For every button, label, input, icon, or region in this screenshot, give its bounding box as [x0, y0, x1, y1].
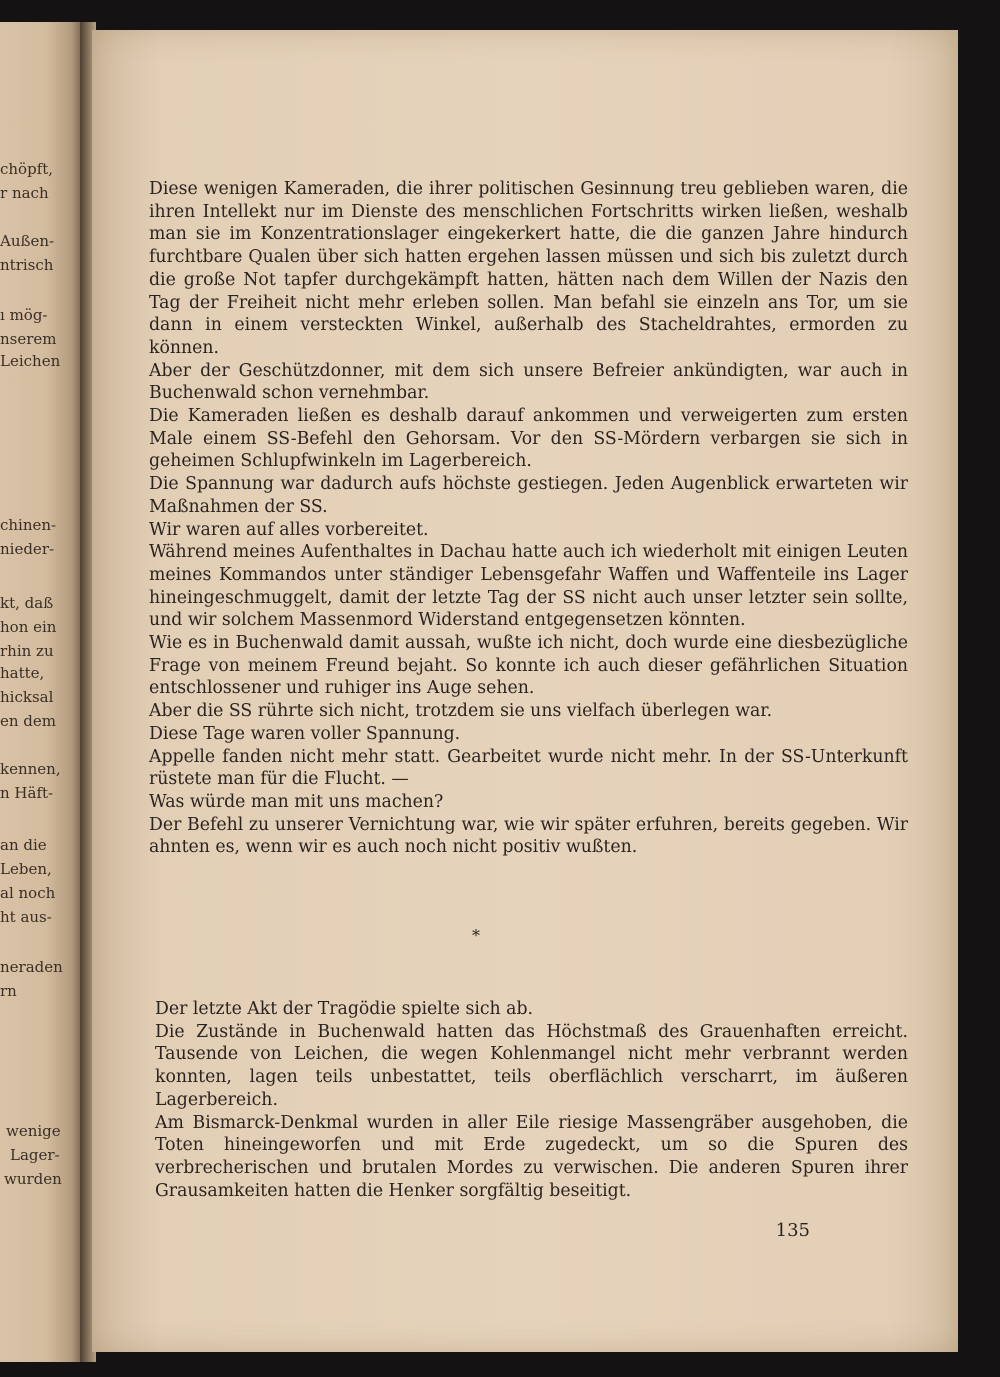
left-fragment: hatte, — [0, 664, 45, 682]
paragraph: Wir waren auf alles vorbereitet. — [149, 519, 429, 540]
left-fragment: Lager- — [10, 1146, 60, 1164]
section-separator: * — [472, 926, 480, 945]
left-fragment: nserem — [0, 330, 57, 348]
left-fragment: kennen, — [0, 760, 61, 778]
left-fragment: Außen- — [0, 232, 55, 250]
paragraph: Was würde man mit uns machen? — [149, 791, 444, 812]
paragraph: Wie es in Buchenwald damit aussah, wußte ich nicht, doch wurde eine diesbezügliche Frage von meinem Freund bejaht. So konnte ich auch dieser gefährlichen Situation entschlossener und ruhiger ins Auge sehen. — [149, 633, 908, 699]
left-fragment: wurden — [4, 1170, 62, 1188]
left-fragment: ht aus- — [0, 908, 52, 926]
paragraph: Diese wenigen Kameraden, die ihrer politischen Gesinnung treu geblieben waren, die ihren Intellekt nur im Dienste des menschlichen Fortschritts wirken ließen, weshalb man sie im Konzentrationslager eingekerkert hatte, die die ganzen Jahre hindurch furchtbare Qualen über sich hatten ergehen lassen müssen und sich bis zuletzt durch die große Not tapfer durchgekämpft hatten, hätten nach dem Willen der Nazis den Tag der Freiheit nicht mehr erleben sollen. Man befahl sie einzeln ans Tor, um sie dann in einem versteckten Winkel, außerhalb des Stacheldrahtes, ermorden zu können. — [149, 179, 908, 358]
paragraph: Aber die SS rührte sich nicht, trotzdem sie uns vielfach überlegen war. — [149, 701, 773, 722]
left-fragment: hon ein — [0, 618, 57, 636]
left-fragment: rhin zu — [0, 642, 54, 660]
left-page-edge — [0, 22, 84, 1362]
left-fragment: al noch — [0, 884, 56, 902]
paragraph: Die Kameraden ließen es deshalb darauf ankommen und verweigerten zum ersten Male einem SS-Befehl den Gehorsam. Vor den SS-Mördern verbargen sie sich in geheimen Schlupfwinkeln im Lagerbereich. — [149, 406, 908, 472]
paragraph: Die Spannung war dadurch aufs höchste gestiegen. Jeden Augenblick erwarteten wir Maßnahmen der SS. — [149, 474, 908, 517]
left-fragment: neraden — [0, 958, 63, 976]
left-fragment: wenige — [6, 1122, 61, 1140]
book-page — [92, 30, 958, 1352]
left-fragment: kt, daß — [0, 594, 54, 612]
left-fragment: ntrisch — [0, 256, 54, 274]
left-fragment: nieder- — [0, 540, 55, 558]
left-fragment: en dem — [0, 712, 57, 730]
left-fragment: an die — [0, 836, 47, 854]
paragraph: Aber der Geschützdonner, mit dem sich unsere Befreier ankündigten, war auch in Buchenwald schon vernehmbar. — [149, 360, 908, 404]
paragraph: Der letzte Akt der Tragödie spielte sich ab. — [155, 999, 534, 1019]
main-text-top — [149, 178, 908, 859]
left-fragment: hicksal — [0, 688, 54, 706]
left-fragment: chinen- — [0, 516, 57, 534]
page-number: 135 — [775, 1220, 810, 1241]
paragraph: Diese Tage waren voller Spannung. — [149, 723, 461, 744]
left-fragment: chöpft, — [0, 160, 54, 178]
main-text-bottom — [155, 998, 908, 1202]
left-fragment: r nach — [0, 184, 49, 202]
paragraph: Der Befehl zu unserer Vernichtung war, wie wir später erfuhren, bereits gegeben. Wir ahnten es, wenn wir es auch noch nicht positiv wußten. — [149, 814, 908, 858]
paragraph: Die Zustände in Buchenwald hatten das Höchstmaß des Grauenhaften erreicht. Tausende von Leichen, die wegen Kohlenmangel nicht mehr verbrannt werden konnten, lagen teils unbestattet, teils oberflächlich verscharrt, im äußeren Lagerbereich. — [155, 1021, 908, 1110]
paragraph: Appelle fanden nicht mehr statt. Gearbeitet wurde nicht mehr. In der SS-Unterkunft rüstete man für die Flucht. — — [149, 746, 908, 790]
left-fragment: ı mög- — [0, 306, 48, 324]
left-fragment: Leben, — [0, 860, 52, 878]
left-fragment: Leichen — [0, 352, 61, 370]
paragraph: Am Bismarck-Denkmal wurden in aller Eile riesige Massengräber ausgehoben, die Toten hineingeworfen und mit Erde zugedeckt, um so die Spuren des verbrecherischen und brutalen Mordes zu verwischen. Die anderen Spuren ihrer Grausamkeiten hatten die Henker sorgfältig beseitigt. — [155, 1112, 908, 1201]
left-fragment: rn — [0, 982, 17, 1000]
paragraph: Während meines Aufenthaltes in Dachau hatte auch ich wiederholt mit einigen Leuten meines Kommandos unter ständiger Lebensgefahr Waffen und Waffenteile ins Lager hineingeschmuggelt, damit der letzte Tag der SS nicht auch unser letzter sein sollte, und wir solchem Massenmord Widerstand entgegensetzen könnten. — [149, 542, 908, 631]
left-fragment: n Häft- — [0, 784, 54, 802]
